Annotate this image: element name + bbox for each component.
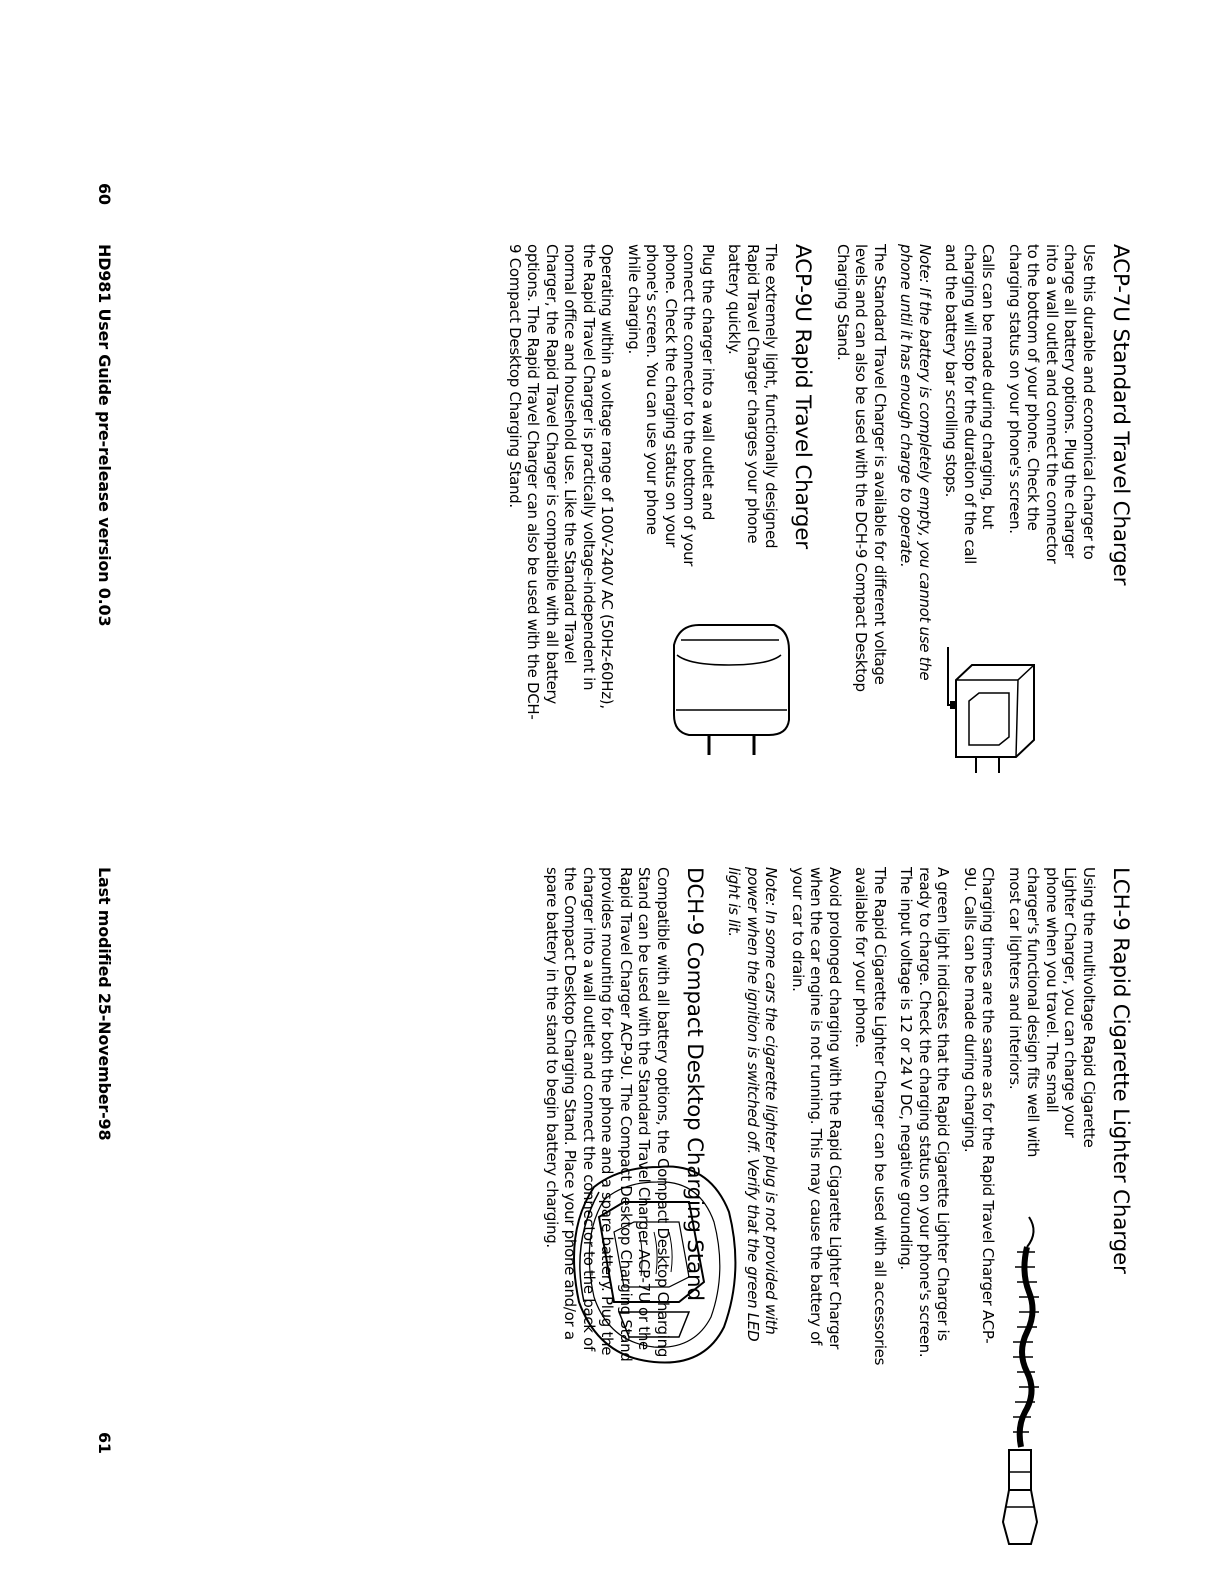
- acp9u-paragraph: Operating within a voltage range of 100V-240V AC (50Hz-60Hz), the Rapid Travel Charger is practically voltage-independent in normal office and household use. Like the Standard Travel Charger, the Rapid Travel Charger is compatible with all battery options. The Rapid Travel Charger can also be used with the DCH-9 Compact Desktop Charging Stand.: [506, 244, 617, 720]
- section-title-dch9: DCH-9 Compact Desktop Charging Stand: [682, 867, 707, 1301]
- standard-charger-illustration: [944, 645, 1054, 775]
- section-title-acp9u: ACP-9U Rapid Travel Charger: [790, 244, 816, 549]
- acp9u-paragraph: The extremely light, functionally designed Rapid Travel Charger charges your phone battery quickly.: [725, 244, 781, 549]
- dch9-paragraph: Compatible with all battery options, the Compact Desktop Charging Stand can be used with the Standard Travel Charger ACP-7U or the Rapid Travel Charger ACP-9U. The Compact Desktop Charging Stand provides mounting for both the phone and a spare battery. Plug the charger into a wall outlet and connect the connector to the back of the Compact Desktop Charging Stand. Place your phone and/or a spare battery in the stand to begin battery charging.: [543, 867, 672, 1362]
- rapid-charger-illustration: [664, 610, 799, 760]
- acp7u-paragraph: Calls can be made during charging, but charging will stop for the duration of the call and the battery bar scrolling stops.: [942, 244, 998, 564]
- desktop-charging-stand-illustration: [564, 1152, 749, 1372]
- lch9-paragraph: Avoid prolonged charging with the Rapid Cigarette Lighter Charger when the car engine is not running. This may cause the battery of your car to drain.: [789, 867, 844, 1350]
- lch9-paragraph: Using the multivoltage Rapid Cigarette Lighter Charger, you can charge your phone when you travel. The small charger's functional design fits well with most car lighters and interiors.: [1006, 867, 1098, 1158]
- lch9-paragraph: Charging times are the same as for the Rapid Travel Charger ACP-9U. Calls can be made during charging.: [961, 867, 998, 1344]
- lch9-paragraph: The Rapid Cigarette Lighter Charger can be used with all accessories available for your phone.: [852, 867, 889, 1366]
- section-title-acp7u: ACP-7U Standard Travel Charger: [1108, 244, 1133, 586]
- last-modified: Last modified 25-November-98: [95, 867, 114, 1141]
- lch9-note: Note: In some cars the cigarette lighter plug is not provided with power when the ignition is switched off. Verify that the green LED light is lit.: [725, 867, 781, 1342]
- page-61: [0, 792, 1224, 1584]
- page-number-left: 60: [95, 183, 114, 205]
- acp7u-paragraph: Use this durable and economical charger to charge all battery options. Plug the charger into a wall outlet and connect the connector to the bottom of your phone. Check the charging status on your phone's screen.: [1006, 244, 1098, 564]
- acp7u-closing: The Standard Travel Charger is available for different voltage levels and can also be used with the DCH-9 Compact Desktop Charging Stand.: [834, 244, 889, 692]
- acp7u-note: Note: If the battery is completely empty, you cannot use the phone until it has enough charge to operate.: [897, 244, 934, 681]
- section-title-lch9: LCH-9 Rapid Cigarette Lighter Charger: [1108, 867, 1133, 1274]
- footer-title: HD981 User Guide pre-release version 0.03: [95, 244, 114, 627]
- cigarette-lighter-charger-illustration: [984, 1212, 1059, 1552]
- acp9u-paragraph: Plug the charger into a wall outlet and connect the connector to the bottom of your phone. Check the charging status on your phone's screen. You can use your phone while charging.: [625, 244, 717, 567]
- page-number-right: 61: [95, 1432, 114, 1454]
- lch9-paragraph: A green light indicates that the Rapid Cigarette Lighter Charger is ready to charge. Check the charging status on your phone's screen. The input voltage is 12 or 24 V DC, negative grounding.: [897, 867, 953, 1358]
